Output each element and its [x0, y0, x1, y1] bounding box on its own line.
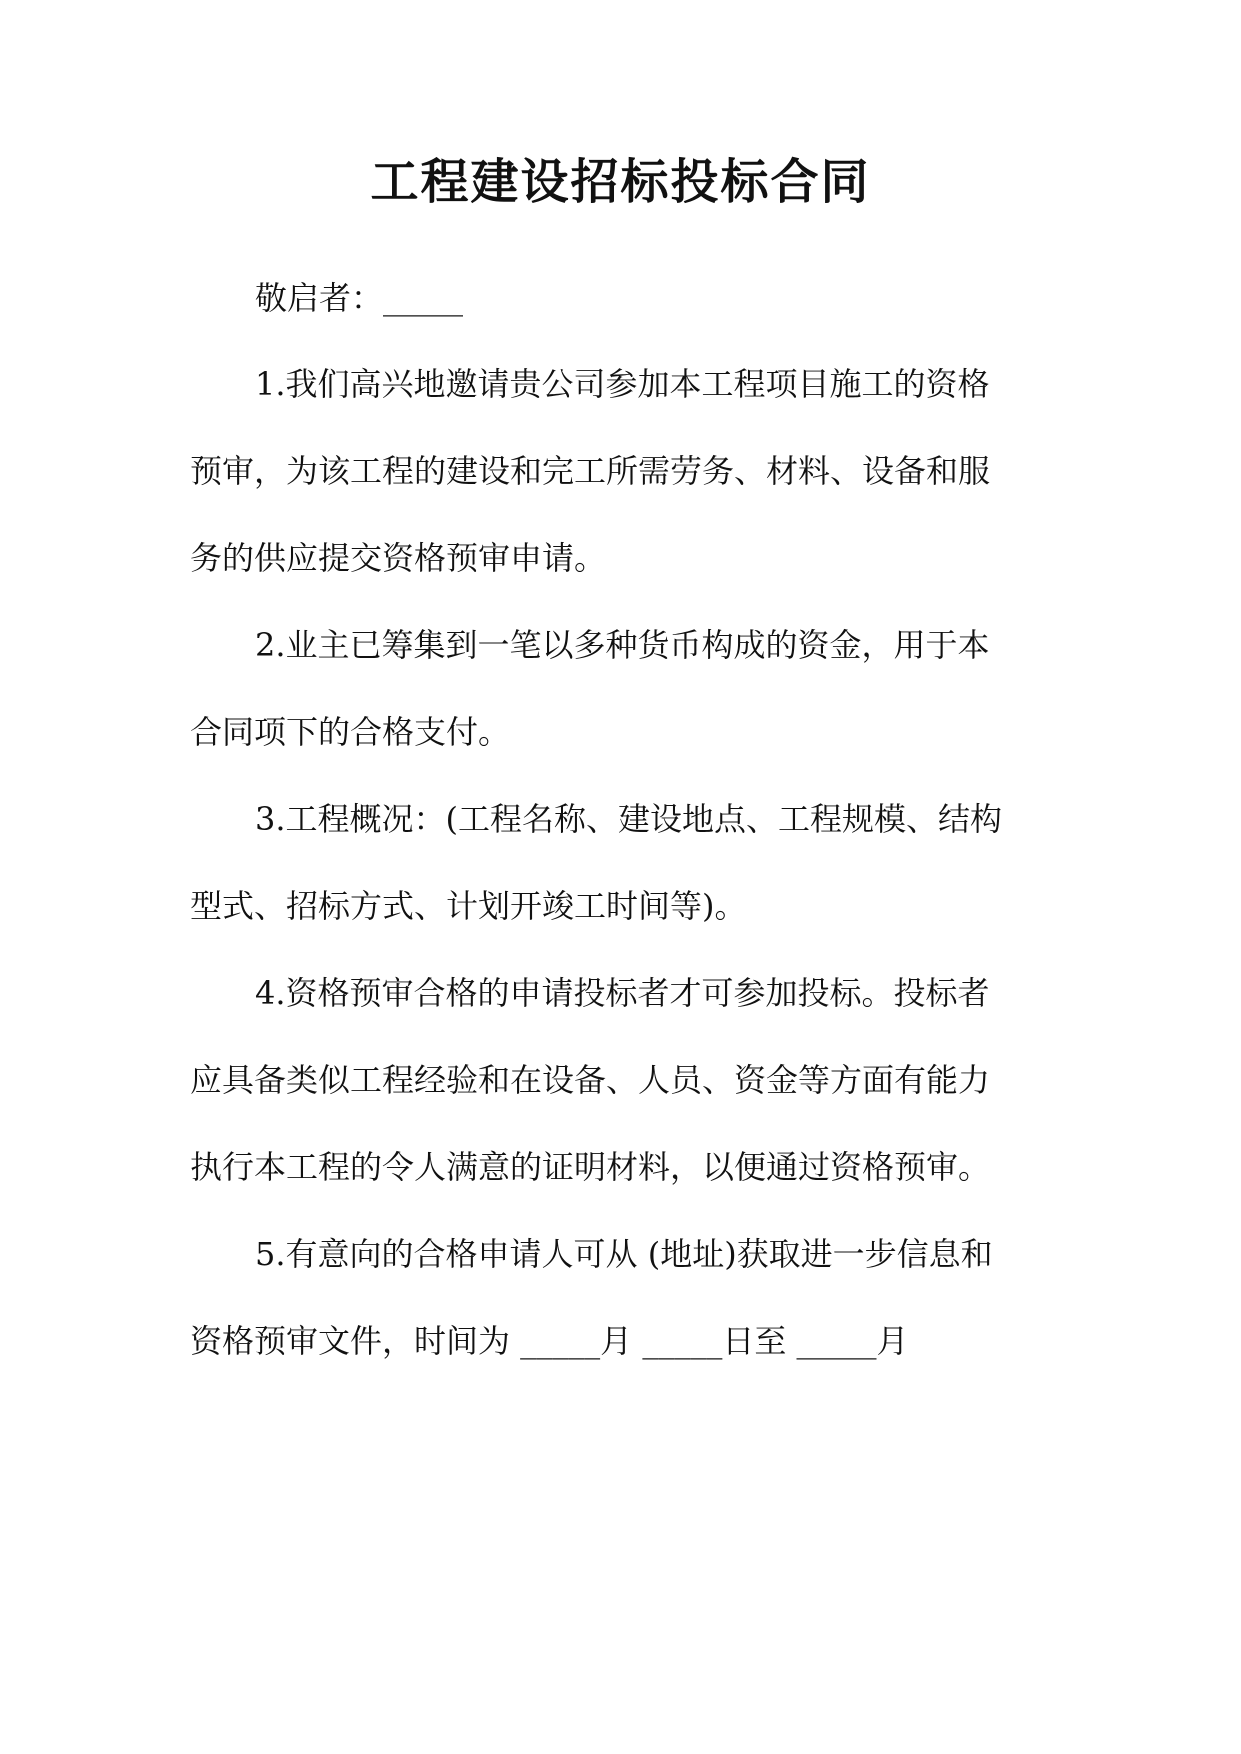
paragraph-line: 务的供应提交资格预审申请。	[190, 539, 607, 577]
paragraph-line: 1.我们高兴地邀请贵公司参加本工程项目施工的资格	[255, 365, 990, 403]
document-title: 工程建设招标投标合同	[370, 154, 871, 210]
paragraph-line: 应具备类似工程经验和在设备、人员、资金等方面有能力	[190, 1061, 991, 1099]
paragraph-line: 预审，为该工程的建设和完工所需劳务、材料、设备和服	[190, 452, 991, 490]
paragraph-line: 执行本工程的令人满意的证明材料，以便通过资格预审。	[190, 1148, 991, 1186]
salutation: 敬启者：_____	[255, 279, 464, 317]
paragraph-line: 型式、招标方式、计划开竣工时间等)。	[190, 887, 747, 925]
paragraph-line: 5.有意向的合格申请人可从 (地址)获取进一步信息和	[255, 1235, 993, 1273]
paragraph-line: 合同项下的合格支付。	[190, 713, 511, 751]
paragraph-line: 4.资格预审合格的申请投标者才可参加投标。投标者	[255, 974, 990, 1012]
paragraph-line: 3.工程概况：(工程名称、建设地点、工程规模、结构	[255, 800, 1003, 838]
paragraph-line: 资格预审文件，时间为 _____月 _____日至 _____月	[190, 1322, 909, 1360]
paragraph-line: 2.业主已筹集到一笔以多种货币构成的资金，用于本	[255, 626, 990, 664]
